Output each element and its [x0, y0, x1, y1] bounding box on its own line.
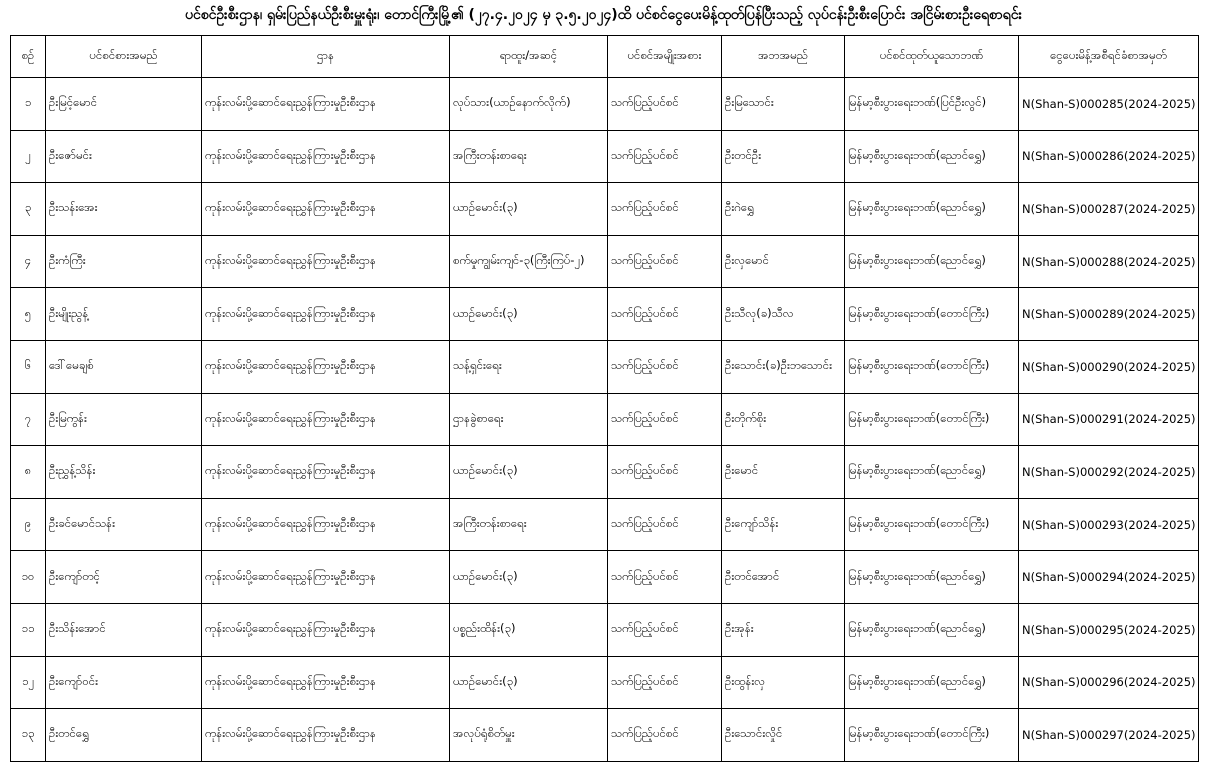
- serial-cell: ၁၀: [11, 551, 46, 604]
- table-row: [11, 183, 1199, 236]
- father-name-cell: ဦးသီလု(ခ)သီလ: [722, 288, 845, 341]
- serial-cell: ၅: [11, 288, 46, 341]
- pensioner-name-cell: ဦးတင်ရွှေ: [46, 709, 202, 762]
- pensioner-name-cell: ဦးကျော်ဝင်း: [46, 656, 202, 709]
- table-row: [11, 709, 1199, 762]
- header-pension-type: ပင်စင်အမျိုးအစား: [608, 36, 722, 78]
- rank-cell: ယာဉ်မောင်း(၃): [450, 288, 608, 341]
- bank-cell: မြန်မာ့စီးပွားရေးဘဏ်(တောင်ကြီး): [845, 288, 1019, 341]
- rank-cell: ယာဉ်မောင်း(၃): [450, 446, 608, 499]
- pension-type-cell: သက်ပြည့်ပင်စင်: [608, 446, 722, 499]
- father-name-cell: ဦးအုန်း: [722, 603, 845, 656]
- department-cell: ကုန်းလမ်းပို့ဆောင်ရေးညွှန်ကြားမှုဦးစီးဌာန: [202, 498, 450, 551]
- order-number-cell: N(Shan-S)000289(2024-2025): [1019, 288, 1199, 341]
- bank-cell: မြန်မာ့စီးပွားရေးဘဏ်(တောင်ကြီး): [845, 709, 1019, 762]
- father-name-cell: ဦးတင်ဦး: [722, 130, 845, 183]
- rank-cell: ပစ္စည်းထိန်း(၃): [450, 603, 608, 656]
- rank-cell: လုပ်သား(ယာဉ်နောက်လိုက်): [450, 78, 608, 131]
- pensioner-name-cell: ဦးညွှန့်သိန်း: [46, 446, 202, 499]
- department-cell: ကုန်းလမ်းပို့ဆောင်ရေးညွှန်ကြားမှုဦးစီးဌာန: [202, 709, 450, 762]
- table-row: [11, 235, 1199, 288]
- table-row: [11, 393, 1199, 446]
- bank-cell: မြန်မာ့စီးပွားရေးဘဏ်(ညောင်ရွှေ): [845, 130, 1019, 183]
- table-row: [11, 656, 1199, 709]
- serial-cell: ၁၃: [11, 709, 46, 762]
- pension-type-cell: သက်ပြည့်ပင်စင်: [608, 551, 722, 604]
- serial-cell: ၁: [11, 78, 46, 131]
- department-cell: ကုန်းလမ်းပို့ဆောင်ရေးညွှန်ကြားမှုဦးစီးဌာန: [202, 78, 450, 131]
- pension-type-cell: သက်ပြည့်ပင်စင်: [608, 78, 722, 131]
- order-number-cell: N(Shan-S)000287(2024-2025): [1019, 183, 1199, 236]
- bank-cell: မြန်မာ့စီးပွားရေးဘဏ်(တောင်ကြီး): [845, 498, 1019, 551]
- header-serial: စဉ်: [11, 36, 46, 78]
- pension-type-cell: သက်ပြည့်ပင်စင်: [608, 130, 722, 183]
- department-cell: ကုန်းလမ်းပို့ဆောင်ရေးညွှန်ကြားမှုဦးစီးဌာန: [202, 393, 450, 446]
- pension-type-cell: သက်ပြည့်ပင်စင်: [608, 393, 722, 446]
- rank-cell: ယာဉ်မောင်း(၃): [450, 183, 608, 236]
- father-name-cell: ဦးသောင်း(ခ)ဦးဘသောင်း: [722, 340, 845, 393]
- serial-cell: ၁၂: [11, 656, 46, 709]
- header-department: ဌာန: [202, 36, 450, 78]
- father-name-cell: ဦးဂဲရွှေ: [722, 183, 845, 236]
- pension-table: [10, 35, 1199, 762]
- bank-cell: မြန်မာ့စီးပွားရေးဘဏ်(ညောင်ရွှေ): [845, 551, 1019, 604]
- pensioner-name-cell: ဦးခင်မောင်သန်း: [46, 498, 202, 551]
- bank-cell: မြန်မာ့စီးပွားရေးဘဏ်(ညောင်ရွှေ): [845, 446, 1019, 499]
- father-name-cell: ဦးကျော်သိန်း: [722, 498, 845, 551]
- department-cell: ကုန်းလမ်းပို့ဆောင်ရေးညွှန်ကြားမှုဦးစီးဌာန: [202, 551, 450, 604]
- pensioner-name-cell: ဒေါ်မေချစ်: [46, 340, 202, 393]
- order-number-cell: N(Shan-S)000294(2024-2025): [1019, 551, 1199, 604]
- rank-cell: သန့်ရှင်းရေး: [450, 340, 608, 393]
- department-cell: ကုန်းလမ်းပို့ဆောင်ရေးညွှန်ကြားမှုဦးစီးဌာန: [202, 183, 450, 236]
- bank-cell: မြန်မာ့စီးပွားရေးဘဏ်(ညောင်ရွှေ): [845, 235, 1019, 288]
- department-cell: ကုန်းလမ်းပို့ဆောင်ရေးညွှန်ကြားမှုဦးစီးဌာန: [202, 235, 450, 288]
- serial-cell: ၄: [11, 235, 46, 288]
- order-number-cell: N(Shan-S)000296(2024-2025): [1019, 656, 1199, 709]
- header-order-number: ငွေပေးမိန့်အစီရင်ခံစာအမှတ်: [1019, 36, 1199, 78]
- order-number-cell: N(Shan-S)000297(2024-2025): [1019, 709, 1199, 762]
- order-number-cell: N(Shan-S)000288(2024-2025): [1019, 235, 1199, 288]
- table-row: [11, 78, 1199, 131]
- table-row: [11, 551, 1199, 604]
- rank-cell: အလုပ်ရုံစိတ်မှူး: [450, 709, 608, 762]
- order-number-cell: N(Shan-S)000295(2024-2025): [1019, 603, 1199, 656]
- header-bank: ပင်စင်ထုတ်ယူသောဘဏ်: [845, 36, 1019, 78]
- father-name-cell: ဦးမြသောင်း: [722, 78, 845, 131]
- table-row: [11, 340, 1199, 393]
- bank-cell: မြန်မာ့စီးပွားရေးဘဏ်(ညောင်ရွှေ): [845, 656, 1019, 709]
- rank-cell: ယာဉ်မောင်း(၃): [450, 656, 608, 709]
- bank-cell: မြန်မာ့စီးပွားရေးဘဏ်(ညောင်ရွှေ): [845, 183, 1019, 236]
- rank-cell: ဌာနခွဲစာရေး: [450, 393, 608, 446]
- pensioner-name-cell: ဦးသိန်းအောင်: [46, 603, 202, 656]
- department-cell: ကုန်းလမ်းပို့ဆောင်ရေးညွှန်ကြားမှုဦးစီးဌာန: [202, 656, 450, 709]
- rank-cell: အကြီးတန်းစာရေး: [450, 498, 608, 551]
- pension-type-cell: သက်ပြည့်ပင်စင်: [608, 656, 722, 709]
- table-row: [11, 498, 1199, 551]
- serial-cell: ၆: [11, 340, 46, 393]
- rank-cell: အကြီးတန်းစာရေး: [450, 130, 608, 183]
- serial-cell: ၁၁: [11, 603, 46, 656]
- pensioner-name-cell: ဦးကျော်တင့်: [46, 551, 202, 604]
- serial-cell: ၉: [11, 498, 46, 551]
- table-row: [11, 603, 1199, 656]
- serial-cell: ၃: [11, 183, 46, 236]
- department-cell: ကုန်းလမ်းပို့ဆောင်ရေးညွှန်ကြားမှုဦးစီးဌာန: [202, 603, 450, 656]
- pensioner-name-cell: ဦးသန်းအေး: [46, 183, 202, 236]
- table-header-row: [11, 36, 1199, 78]
- table-row: [11, 130, 1199, 183]
- rank-cell: ယာဉ်မောင်း(၃): [450, 551, 608, 604]
- bank-cell: မြန်မာ့စီးပွားရေးဘဏ်(တောင်ကြီး): [845, 340, 1019, 393]
- document-title: ပင်စင်ဦးစီးဌာန၊ ရှမ်းပြည်နယ်ဦးစီးမှူးရုံး၊ တောင်ကြီးမြို့၏ (၂၇.၄.၂၀၂၄ မှ ၃.၅.၂၀၂၄)ထိ ပင်စင်ငွေပေးမိန့်ထုတ်ပြန်ပြီးသည့် လုပ်ငန်းဦးစီးပြောင်း အငြိမ်းစားဦးရေစာရင်း: [184, 7, 1023, 23]
- order-number-cell: N(Shan-S)000285(2024-2025): [1019, 78, 1199, 131]
- father-name-cell: ဦးမောင်: [722, 446, 845, 499]
- pensioner-name-cell: ဦးမျိုးညွန့်: [46, 288, 202, 341]
- table-row: [11, 446, 1199, 499]
- bank-cell: မြန်မာ့စီးပွားရေးဘဏ်(တောင်ကြီး): [845, 393, 1019, 446]
- pensioner-name-cell: ဦးကံကြီး: [46, 235, 202, 288]
- pension-type-cell: သက်ပြည့်ပင်စင်: [608, 183, 722, 236]
- pensioner-name-cell: ဦးမြင့်မောင်: [46, 78, 202, 131]
- order-number-cell: N(Shan-S)000286(2024-2025): [1019, 130, 1199, 183]
- order-number-cell: N(Shan-S)000293(2024-2025): [1019, 498, 1199, 551]
- pensioner-name-cell: ဦးဇော်မင်း: [46, 130, 202, 183]
- serial-cell: ၈: [11, 446, 46, 499]
- department-cell: ကုန်းလမ်းပို့ဆောင်ရေးညွှန်ကြားမှုဦးစီးဌာန: [202, 446, 450, 499]
- pension-type-cell: သက်ပြည့်ပင်စင်: [608, 340, 722, 393]
- department-cell: ကုန်းလမ်းပို့ဆောင်ရေးညွှန်ကြားမှုဦးစီးဌာန: [202, 130, 450, 183]
- father-name-cell: ဦးထွန်းလှ: [722, 656, 845, 709]
- pension-type-cell: သက်ပြည့်ပင်စင်: [608, 709, 722, 762]
- pensioner-name-cell: ဦးမြကွန်း: [46, 393, 202, 446]
- pension-type-cell: သက်ပြည့်ပင်စင်: [608, 603, 722, 656]
- father-name-cell: ဦးလှမောင်: [722, 235, 845, 288]
- pension-type-cell: သက်ပြည့်ပင်စင်: [608, 288, 722, 341]
- pension-type-cell: သက်ပြည့်ပင်စင်: [608, 235, 722, 288]
- department-cell: ကုန်းလမ်းပို့ဆောင်ရေးညွှန်ကြားမှုဦးစီးဌာန: [202, 288, 450, 341]
- bank-cell: မြန်မာ့စီးပွားရေးဘဏ်(ပြင်ဦးလွင်): [845, 78, 1019, 131]
- serial-cell: ၂: [11, 130, 46, 183]
- order-number-cell: N(Shan-S)000291(2024-2025): [1019, 393, 1199, 446]
- serial-cell: ၇: [11, 393, 46, 446]
- header-rank: ရာထူး/အဆင့်: [450, 36, 608, 78]
- department-cell: ကုန်းလမ်းပို့ဆောင်ရေးညွှန်ကြားမှုဦးစီးဌာန: [202, 340, 450, 393]
- father-name-cell: ဦးတိုက်စိုး: [722, 393, 845, 446]
- bank-cell: မြန်မာ့စီးပွားရေးဘဏ်(ညောင်ရွှေ): [845, 603, 1019, 656]
- rank-cell: စက်မှုကျွမ်းကျင်-၃(ကြီးကြပ်-၂): [450, 235, 608, 288]
- header-pensioner-name: ပင်စင်စားအမည်: [46, 36, 202, 78]
- header-father-name: အဘအမည်: [722, 36, 845, 78]
- father-name-cell: ဦးသောင်းလှိုင်: [722, 709, 845, 762]
- pension-type-cell: သက်ပြည့်ပင်စင်: [608, 498, 722, 551]
- order-number-cell: N(Shan-S)000290(2024-2025): [1019, 340, 1199, 393]
- order-number-cell: N(Shan-S)000292(2024-2025): [1019, 446, 1199, 499]
- table-row: [11, 288, 1199, 341]
- father-name-cell: ဦးတင်အောင်: [722, 551, 845, 604]
